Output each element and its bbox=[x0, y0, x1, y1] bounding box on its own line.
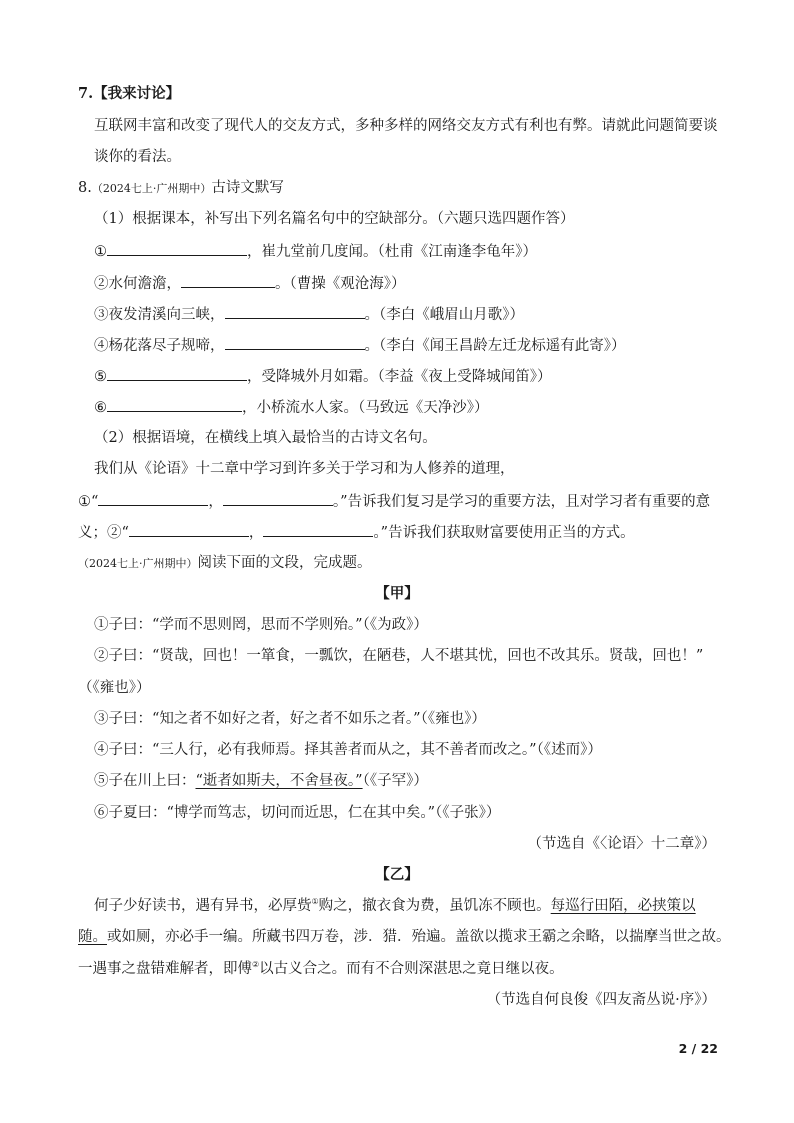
q7-body-line2: 谈你的看法。 bbox=[94, 149, 181, 165]
item-text: 杨花落尽子规啼， bbox=[108, 338, 225, 354]
answer-blank[interactable] bbox=[107, 240, 247, 256]
item-mark: ③ bbox=[94, 307, 109, 323]
context-text: ， bbox=[248, 525, 264, 541]
q8-number: 8. bbox=[78, 180, 92, 196]
page-number: 2 / 22 bbox=[678, 1041, 718, 1056]
item-mark: ① bbox=[94, 244, 107, 260]
item-text: ，崔九堂前几度闻。（杜甫《江南逢李龟年》） bbox=[247, 244, 537, 260]
yi-text: 一遇事之盘错难解者，即傅 bbox=[78, 961, 252, 977]
underlined-sentence: 每巡行田陌，必挟策以 bbox=[550, 898, 696, 914]
context-text: 。”告诉我们复习是学习的重要方法，且对学习者有重要的意 bbox=[332, 494, 711, 510]
q8-context-line2 bbox=[78, 490, 710, 512]
section-yi-title: 【乙】 bbox=[375, 866, 419, 883]
item-mark: ⑤ bbox=[94, 369, 107, 385]
context-text: ①“ bbox=[78, 494, 99, 510]
item-mark: ④ bbox=[94, 338, 109, 354]
answer-blank[interactable] bbox=[225, 334, 365, 350]
yi-text: 购之，撤衣食为费，虽饥冻不顾也。 bbox=[318, 898, 551, 914]
answer-blank[interactable] bbox=[225, 303, 365, 319]
item-text: 子在川上曰： bbox=[108, 773, 196, 789]
footnote-mark: ① bbox=[311, 897, 319, 907]
q8-item-3 bbox=[94, 303, 524, 325]
item-mark: ⑤ bbox=[94, 773, 109, 789]
item-text: ，小桥流水人家。（马致远《天净沙》） bbox=[242, 400, 489, 416]
reading-header bbox=[78, 553, 372, 574]
item-text: 。（李白《闻王昌龄左迁龙标遥有此寄》） bbox=[364, 338, 626, 354]
reading-source: （2024七上·广州期中） bbox=[78, 557, 198, 570]
context-text: ， bbox=[208, 494, 223, 510]
jia-item-6 bbox=[94, 803, 500, 823]
jia-item-5 bbox=[94, 771, 428, 791]
answer-blank[interactable] bbox=[98, 490, 208, 506]
context-text: 。”告诉我们获取财富要使用正当的方式。 bbox=[373, 525, 635, 541]
yi-text: 何子少好读书，遇有异书，必厚赀 bbox=[94, 898, 312, 914]
footnote-mark: ② bbox=[252, 960, 260, 970]
answer-blank[interactable] bbox=[263, 521, 373, 537]
q8-item-2 bbox=[94, 272, 406, 294]
jia-item-3 bbox=[94, 709, 486, 729]
yi-line-3 bbox=[78, 959, 564, 979]
item-text: 子曰：“知之者不如好之者，好之者不如乐之者。”（《雍也》） bbox=[108, 711, 486, 727]
q8-part1-instruction: （1）根据课本，补写出下列名篇名句中的空缺部分。（六题只选四题作答） bbox=[94, 211, 575, 227]
item-mark: ② bbox=[94, 276, 109, 292]
section-jia-title: 【甲】 bbox=[375, 585, 419, 602]
item-text: ，受降城外月如霜。（李益《夜上受降城闻笛》） bbox=[247, 369, 552, 385]
item-text: 。（曹操《观沧海》） bbox=[275, 276, 406, 292]
answer-blank[interactable] bbox=[223, 490, 333, 506]
item-mark: ⑥ bbox=[94, 805, 109, 821]
answer-blank[interactable] bbox=[129, 521, 249, 537]
q7-title: 7.【我来讨论】 bbox=[78, 85, 181, 102]
q8-item-1 bbox=[94, 240, 537, 262]
q7-body-line1: 互联网丰富和改变了现代人的交友方式，多种多样的网络交友方式有利也有弊。请就此问题简要谈 bbox=[94, 118, 718, 134]
jia-source: （节选自《〈论语〉十二章》） bbox=[527, 836, 716, 852]
q8-context-line1: 我们从《论语》十二章中学习到许多关于学习和为人修养的道理， bbox=[94, 461, 515, 477]
item-mark: ① bbox=[94, 617, 109, 633]
yi-text: 或如厕，亦必手一编。所藏书四万卷，涉．猎．殆遍。盖欲以揽求王霸之余略，以揣摩当世之故。 bbox=[107, 929, 731, 945]
q8-source: （2024七上·广州期中） bbox=[91, 182, 212, 195]
item-text: 。（李白《峨眉山月歌》） bbox=[364, 307, 524, 323]
q8-part2-instruction: （2）根据语境，在横线上填入最恰当的古诗文名句。 bbox=[94, 430, 437, 446]
q8-context-line3 bbox=[78, 521, 635, 543]
yi-text: 以古义合之。而有不合则深湛思之竟日继以夜。 bbox=[259, 961, 564, 977]
underlined-sentence: 随。 bbox=[78, 929, 107, 945]
yi-source: （节选自何良俊《四友斋丛说·序》） bbox=[486, 992, 716, 1008]
context-text: 义；②“ bbox=[78, 525, 129, 541]
item-text: 子曰：“学而不思则罔，思而不学则殆。”（《为政》） bbox=[108, 617, 428, 633]
jia-item-1 bbox=[94, 615, 428, 635]
answer-blank[interactable] bbox=[181, 272, 275, 288]
jia-item-2-cont: （《雍也》） bbox=[78, 680, 151, 696]
item-mark: ⑥ bbox=[94, 400, 107, 416]
item-text: 水何澹澹， bbox=[108, 276, 181, 292]
yi-line-2 bbox=[78, 927, 731, 947]
q8-item-6 bbox=[94, 396, 489, 418]
q8-title: 古诗文默写 bbox=[211, 180, 284, 196]
item-text: （《子罕》） bbox=[362, 773, 428, 789]
answer-blank[interactable] bbox=[107, 365, 247, 381]
jia-item-4 bbox=[94, 740, 602, 760]
q8-item-5 bbox=[94, 365, 552, 387]
answer-blank[interactable] bbox=[107, 396, 242, 412]
item-mark: ③ bbox=[94, 711, 109, 727]
yi-line-1 bbox=[94, 896, 696, 916]
item-mark: ④ bbox=[94, 742, 109, 758]
item-text: 夜发清溪向三峡， bbox=[108, 307, 225, 323]
item-mark: ② bbox=[94, 648, 109, 664]
item-text: 子夏曰：“博学而笃志，切问而近思，仁在其中矣。”（《子张》） bbox=[108, 805, 501, 821]
item-text: 子曰：“贤哉，回也！一箪食，一瓢饮，在陋巷，人不堪其忧，回也不改其乐。贤哉，回也！” bbox=[108, 648, 704, 664]
item-text: 子曰：“三人行，必有我师焉。择其善者而从之，其不善者而改之。”（《述而》） bbox=[108, 742, 602, 758]
q8-header bbox=[78, 178, 284, 199]
underlined-quote: “逝者如斯夫，不舍昼夜。” bbox=[195, 773, 363, 789]
q8-item-4 bbox=[94, 334, 626, 356]
jia-item-2 bbox=[94, 646, 703, 666]
reading-intro: 阅读下面的文段，完成题。 bbox=[197, 555, 372, 571]
